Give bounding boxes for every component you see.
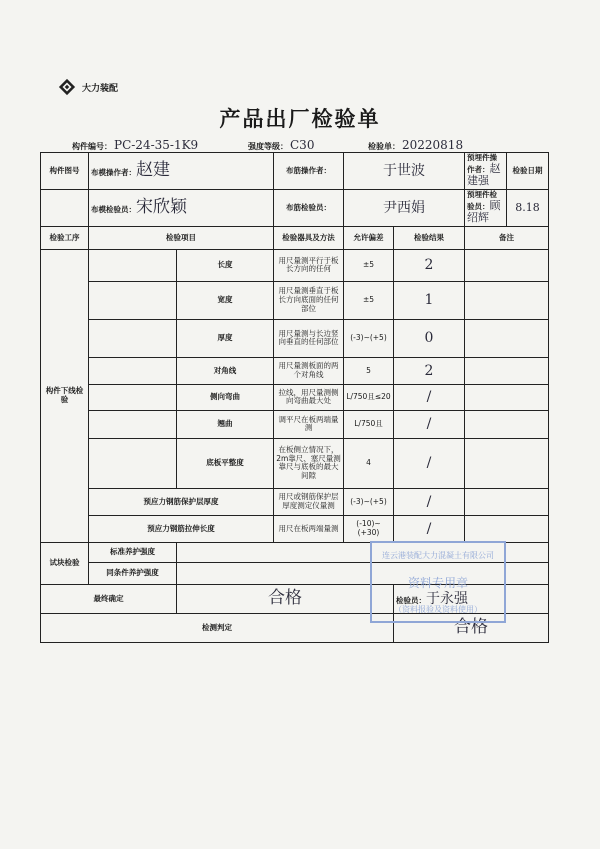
rebar-inspector-label: 布筋检验员：	[274, 189, 344, 226]
item-tolerance: L/750且≤20	[344, 384, 394, 410]
col-tool: 检验器具及方法	[274, 226, 344, 249]
table-row	[41, 281, 549, 319]
item-result: 0	[394, 319, 465, 357]
item-name: 宽度	[177, 281, 274, 319]
item-tolerance: ±5	[344, 249, 394, 281]
item-name: 厚度	[177, 319, 274, 357]
judge-label: 检测判定	[41, 613, 394, 642]
table-row	[41, 249, 549, 281]
header-row-1	[41, 153, 549, 190]
item-tool: 用尺量测与长边竖向垂直的任何部位	[274, 319, 344, 357]
col-result: 检验结果	[394, 226, 465, 249]
item-blank	[89, 384, 177, 410]
item-tolerance: 4	[344, 438, 394, 488]
item-remark	[465, 438, 549, 488]
col-remark: 备注	[465, 226, 549, 249]
item-result: /	[394, 384, 465, 410]
header-row-2	[41, 189, 549, 226]
company-stamp	[370, 541, 506, 623]
inspection-date: 检验单： 20220818	[368, 138, 464, 152]
mold-inspector: 布模检验员：宋欣颖	[89, 189, 274, 226]
inspection-date-value: 8.18	[507, 189, 549, 226]
item-remark	[465, 249, 549, 281]
embed-inspector: 预埋件检验员：顾绍辉	[465, 189, 507, 226]
item-tool: 在板侧立情况下，2m靠尺、塞尺量测靠尺与底板的最大间隙	[274, 438, 344, 488]
item-result: 2	[394, 249, 465, 281]
table-row	[41, 410, 549, 438]
item-tool: 调平尺在板两端量测	[274, 410, 344, 438]
item-name: 底板平整度	[177, 438, 274, 488]
same-cure-label: 同条件养护强度	[89, 562, 177, 584]
item-tool: 用尺在板两端量测	[274, 515, 344, 542]
drawing-no-label: 构件图号	[41, 153, 89, 190]
final-value: 合格	[177, 584, 394, 613]
item-name: 对角线	[177, 357, 274, 384]
final-inspector: 检验员：于永强	[394, 584, 549, 613]
item-blank	[89, 357, 177, 384]
table-row	[41, 515, 549, 542]
item-name: 预应力钢筋保护层厚度	[89, 488, 274, 515]
item-name: 侧向弯曲	[177, 384, 274, 410]
item-remark	[465, 357, 549, 384]
item-blank	[89, 410, 177, 438]
item-remark	[465, 384, 549, 410]
item-result: /	[394, 515, 465, 542]
std-cure-label: 标准养护强度	[89, 542, 177, 562]
item-blank	[89, 438, 177, 488]
item-tolerance: ±5	[344, 281, 394, 319]
item-tolerance: (-10)~(+30)	[344, 515, 394, 542]
item-tool: 用尺量测板面的两个对角线	[274, 357, 344, 384]
item-blank	[89, 281, 177, 319]
trial-label: 试块检验	[41, 542, 89, 584]
rebar-inspector-value: 尹西娟	[344, 189, 465, 226]
rebar-operator-label: 布筋操作者：	[274, 153, 344, 190]
item-remark	[465, 515, 549, 542]
company-name: 大力装配	[82, 83, 119, 94]
item-result: /	[394, 438, 465, 488]
strength-grade: 强度等级： C30	[248, 138, 315, 152]
item-tool: 用尺量测垂直于板长方向底面的任何部位	[274, 281, 344, 319]
item-tool: 用尺量测平行于板长方向的任何	[274, 249, 344, 281]
item-remark	[465, 319, 549, 357]
component-no: 构件编号： PC-24-35-1K9	[72, 138, 199, 152]
item-tolerance: (-3)~(+5)	[344, 319, 394, 357]
mold-operator: 布模操作者：赵建	[89, 153, 274, 190]
item-result: 1	[394, 281, 465, 319]
col-item: 检验项目	[89, 226, 274, 249]
item-remark	[465, 488, 549, 515]
stamp-line-2: 资料专用章	[407, 575, 468, 590]
page-title: 产品出厂检验单	[219, 107, 381, 131]
item-blank	[89, 319, 177, 357]
table-row	[41, 488, 549, 515]
company-logo-icon	[58, 78, 76, 96]
item-tolerance: 5	[344, 357, 394, 384]
embed-operator: 预埋件操作者：赵建强	[465, 153, 507, 190]
table-row	[41, 319, 549, 357]
table-row	[41, 438, 549, 488]
item-remark	[465, 281, 549, 319]
final-label: 最终确定	[41, 584, 177, 613]
column-header-row	[41, 226, 549, 249]
stamp-line-1: 连云港装配大力混凝土有限公司	[382, 550, 494, 560]
item-remark	[465, 410, 549, 438]
item-tolerance: L/750且	[344, 410, 394, 438]
judge-value: 合格	[394, 613, 549, 642]
item-tolerance: (-3)~(+5)	[344, 488, 394, 515]
rebar-operator-value: 于世波	[344, 153, 465, 190]
col-tolerance: 允许偏差	[344, 226, 394, 249]
drawing-no-value	[41, 189, 89, 226]
inspection-date-label: 检验日期	[507, 153, 549, 190]
table-row	[41, 357, 549, 384]
table-row	[41, 384, 549, 410]
item-name: 预应力钢筋拉伸长度	[89, 515, 274, 542]
item-tool: 用尺或钢筋保护层厚度测定仪量测	[274, 488, 344, 515]
item-name: 翘曲	[177, 410, 274, 438]
stamp-line-3: （资料报验及资料使用）	[394, 604, 482, 614]
item-name: 长度	[177, 249, 274, 281]
item-result: 2	[394, 357, 465, 384]
group-label: 构件下线检验	[41, 249, 89, 542]
item-result: /	[394, 488, 465, 515]
company-logo	[58, 78, 118, 96]
item-result: /	[394, 410, 465, 438]
item-blank	[89, 249, 177, 281]
item-tool: 拉线，用尺量测侧向弯曲最大处	[274, 384, 344, 410]
col-process: 检验工序	[41, 226, 89, 249]
